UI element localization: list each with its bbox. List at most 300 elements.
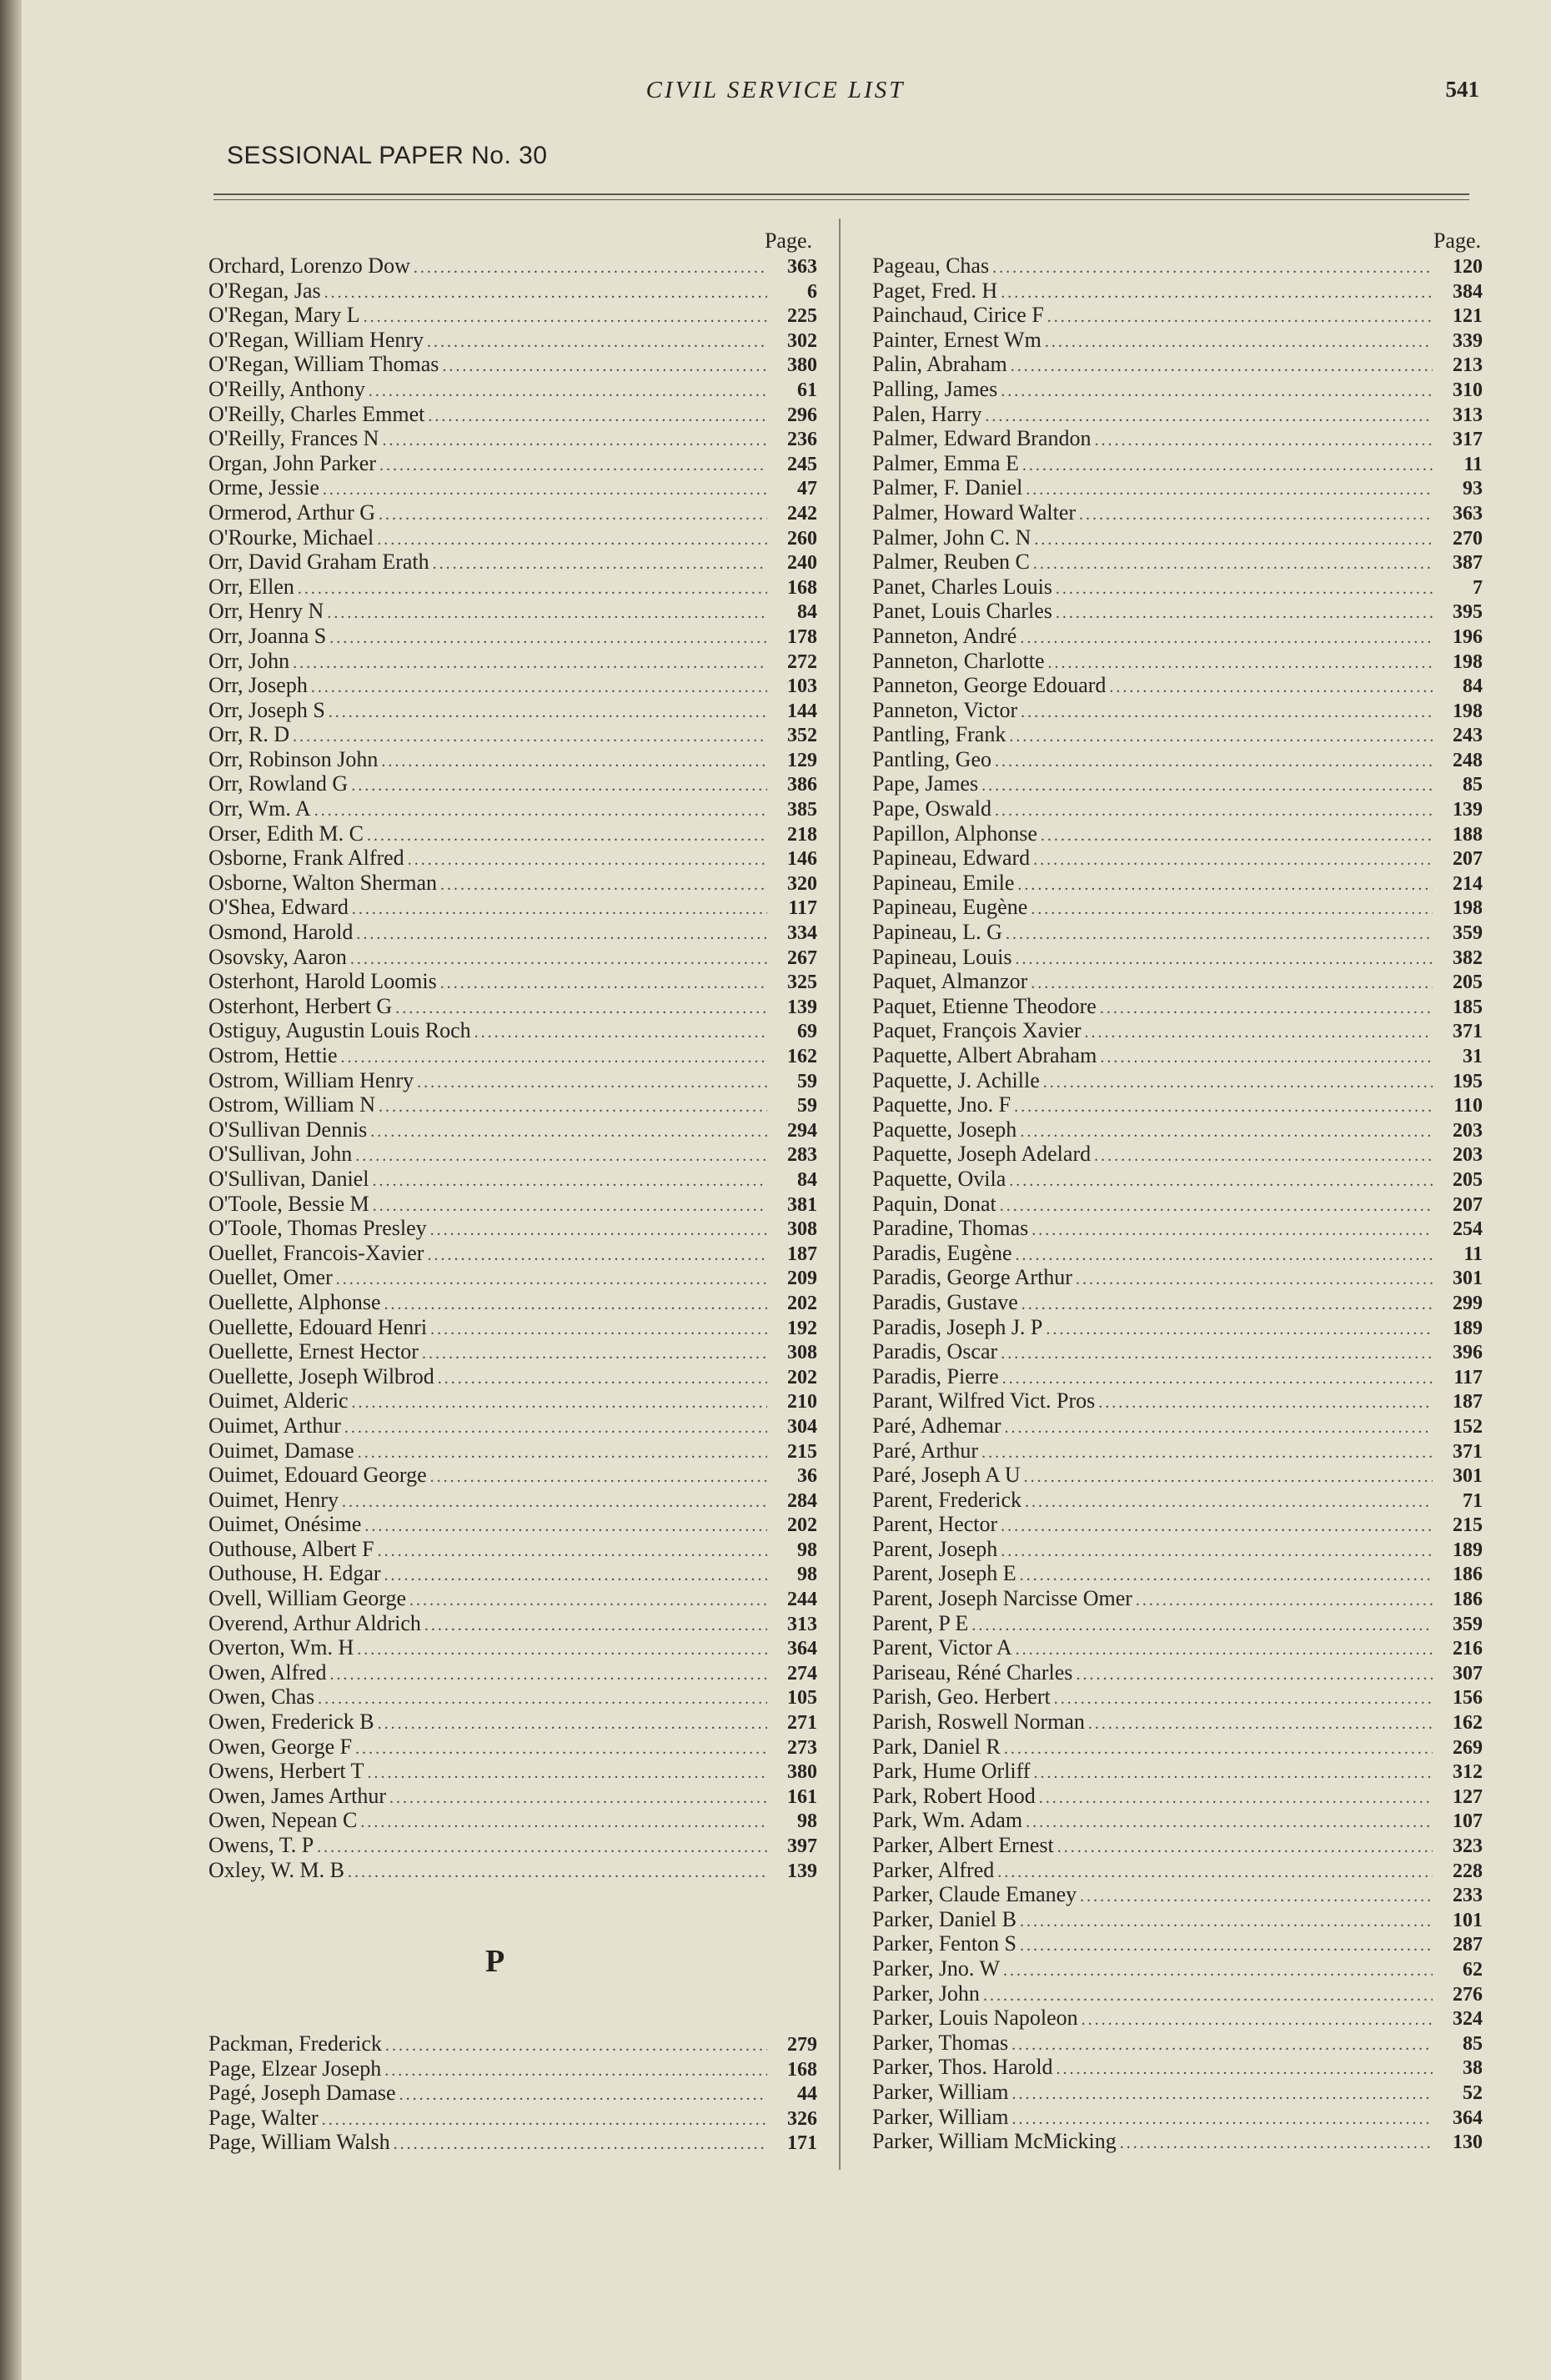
entry-page-number: 117 — [788, 897, 817, 920]
entry-page-number: 244 — [787, 1589, 817, 1611]
dot-leader — [433, 552, 767, 575]
entry-name: O'Toole, Bessie M — [208, 1191, 369, 1216]
entry-page-number: 36 — [797, 1465, 817, 1488]
index-entry — [872, 1092, 1483, 1117]
dot-leader — [474, 1021, 767, 1043]
dot-leader — [395, 997, 767, 1019]
index-entry — [208, 1043, 817, 1068]
entry-name: Paradis, Gustave — [872, 1289, 1018, 1314]
index-entry — [872, 1192, 1483, 1217]
entry-page-number: 313 — [787, 1613, 817, 1635]
entry-page-number: 203 — [1453, 1119, 1483, 1142]
entry-name: Palmer, John C. N — [872, 525, 1031, 550]
header-rule-secondary — [213, 199, 1469, 200]
dot-leader — [983, 1984, 1433, 2006]
entry-name: Page, Elzear Joseph — [208, 2056, 382, 2081]
entry-name: Ouellette, Edouard Henri — [208, 1314, 428, 1339]
dot-leader — [329, 626, 767, 649]
entry-page-number: 260 — [787, 527, 817, 550]
index-entry — [872, 920, 1483, 945]
entry-page-number: 245 — [787, 453, 817, 475]
entry-page-number: 202 — [787, 1514, 817, 1537]
index-entry — [208, 1537, 817, 1562]
entry-page-number: 287 — [1453, 1934, 1483, 1956]
dot-leader — [378, 1539, 767, 1562]
dot-leader — [1095, 429, 1433, 451]
entry-name: Parker, William McMicking — [872, 2129, 1117, 2154]
entry-page-number: 152 — [1453, 1415, 1483, 1438]
dot-leader — [370, 1120, 767, 1142]
entry-page-number: 61 — [797, 379, 817, 401]
entry-name: Orr, John — [208, 648, 290, 673]
index-entry — [208, 1833, 817, 1858]
index-entry — [872, 1735, 1483, 1760]
entry-name: Owen, Chas — [208, 1685, 315, 1710]
dot-leader — [336, 1268, 767, 1290]
index-entry — [872, 1018, 1483, 1043]
entry-page-number: 85 — [1463, 774, 1483, 796]
entry-page-number: 248 — [1453, 749, 1483, 771]
index-entry — [872, 352, 1483, 377]
left-index-list — [208, 254, 817, 1882]
entry-name: Papineau, Emile — [872, 870, 1015, 895]
right-index-list — [872, 254, 1483, 2154]
entry-page-number: 395 — [1453, 601, 1483, 624]
index-entry — [208, 969, 817, 994]
dot-leader — [1045, 330, 1433, 353]
index-entry — [208, 2031, 817, 2056]
entry-name: O'Rourke, Michael — [208, 525, 374, 550]
entry-page-number: 215 — [1453, 1514, 1483, 1537]
entry-page-number: 192 — [787, 1317, 817, 1339]
entry-page-number: 93 — [1463, 478, 1483, 500]
entry-name: Pape, James — [872, 771, 979, 796]
entry-page-number: 240 — [787, 552, 817, 575]
entry-name: Panneton, André — [872, 623, 1017, 648]
index-entry — [872, 1290, 1483, 1315]
dot-leader — [1056, 601, 1433, 624]
index-entry — [872, 1265, 1483, 1290]
index-entry — [872, 328, 1483, 353]
dot-leader — [317, 1835, 767, 1858]
index-entry — [208, 1068, 817, 1093]
entry-name: O'Toole, Thomas Presley — [208, 1216, 427, 1241]
entry-page-number: 189 — [1453, 1317, 1483, 1339]
entry-name: O'Sullivan, Daniel — [208, 1166, 369, 1191]
entry-page-number: 168 — [787, 576, 817, 599]
index-entry — [872, 821, 1483, 846]
entry-name: Osterhont, Harold Loomis — [208, 969, 437, 994]
entry-page-number: 323 — [1453, 1835, 1483, 1857]
entry-name: Palmer, Edward Brandon — [872, 426, 1092, 451]
entry-page-number: 146 — [787, 848, 817, 871]
dot-leader — [394, 2132, 767, 2155]
entry-name: Paquet, Etienne Theodore — [872, 993, 1097, 1018]
entry-page-number: 186 — [1453, 1589, 1483, 1611]
dot-leader — [1026, 478, 1433, 500]
entry-page-number: 273 — [787, 1736, 817, 1759]
entry-name: Osterhont, Herbert G — [208, 993, 393, 1018]
index-entry — [208, 1635, 817, 1660]
dot-leader — [1041, 824, 1433, 846]
left-column — [208, 230, 817, 1882]
entry-page-number: 218 — [787, 823, 817, 846]
dot-leader — [367, 824, 767, 846]
entry-name: Orr, R. D — [208, 722, 290, 747]
entry-page-number: 334 — [787, 922, 817, 945]
index-entry — [872, 575, 1483, 600]
entry-name: Paré, Joseph A U — [872, 1463, 1021, 1488]
entry-page-number: 326 — [787, 2107, 817, 2130]
index-entry — [872, 624, 1483, 649]
index-entry — [208, 1092, 817, 1117]
entry-name: Owens, Herbert T — [208, 1759, 364, 1784]
index-entry — [872, 994, 1483, 1019]
entry-name: Orme, Jessie — [208, 475, 319, 500]
entry-page-number: 396 — [1453, 1342, 1483, 1364]
entry-page-number: 207 — [1453, 1193, 1483, 1216]
index-entry — [872, 1463, 1483, 1488]
dot-leader — [399, 2083, 767, 2106]
entry-name: Pagé, Joseph Damase — [208, 2081, 396, 2106]
dot-leader — [364, 305, 767, 328]
index-entry — [872, 895, 1483, 920]
index-entry — [208, 525, 817, 550]
dot-leader — [1085, 1021, 1433, 1043]
entry-name: Orr, Robinson John — [208, 746, 379, 771]
entry-name: Painter, Ernest Wm — [872, 327, 1042, 352]
dot-leader — [1033, 848, 1433, 871]
entry-page-number: 47 — [797, 478, 817, 500]
index-entry — [872, 1833, 1483, 1858]
index-entry — [208, 2056, 817, 2081]
entry-name: Owens, T. P — [208, 1833, 314, 1857]
entry-page-number: 188 — [1453, 823, 1483, 846]
dot-leader — [430, 1465, 767, 1488]
entry-name: O'Reilly, Charles Emmet — [208, 401, 425, 426]
dot-leader — [1000, 1194, 1433, 1217]
index-entry — [872, 377, 1483, 402]
index-entry — [872, 1635, 1483, 1660]
entry-name: Parant, Wilfred Vict. Pros — [872, 1388, 1096, 1413]
section-letter-heading: P — [485, 1944, 505, 1979]
dot-leader — [360, 1810, 767, 1833]
entry-page-number: 98 — [797, 1539, 817, 1561]
dot-leader — [342, 1490, 767, 1513]
entry-name: Paquette, Albert Abraham — [872, 1043, 1097, 1067]
index-entry — [872, 1611, 1483, 1636]
entry-page-number: 196 — [1453, 625, 1483, 648]
entry-name: O'Reilly, Anthony — [208, 376, 365, 401]
entry-name: Osovsky, Aaron — [208, 944, 347, 969]
entry-page-number: 317 — [1453, 429, 1483, 451]
entry-page-number: 162 — [1453, 1712, 1483, 1735]
entry-page-number: 236 — [787, 429, 817, 451]
index-entry — [208, 698, 817, 723]
index-entry — [872, 1660, 1483, 1685]
entry-page-number: 385 — [787, 799, 817, 821]
index-entry — [208, 1315, 817, 1340]
dot-leader — [1024, 1465, 1433, 1488]
dot-leader — [1012, 2082, 1433, 2105]
dot-leader — [422, 1342, 767, 1364]
dot-leader — [985, 404, 1433, 427]
index-entry — [208, 1388, 817, 1413]
entry-name: Ouimet, Henry — [208, 1487, 339, 1512]
entry-page-number: 98 — [797, 1810, 817, 1833]
entry-page-number: 279 — [787, 2034, 817, 2056]
entry-page-number: 307 — [1453, 1662, 1483, 1685]
entry-name: Park, Wm. Adam — [872, 1808, 1023, 1833]
dot-leader — [430, 1218, 767, 1241]
entry-name: Ouimet, Arthur — [208, 1413, 341, 1438]
dot-leader — [1100, 997, 1433, 1019]
header-rule — [213, 193, 1469, 195]
entry-name: Orr, Joanna S — [208, 623, 327, 648]
dot-leader — [1031, 972, 1433, 994]
entry-name: Panet, Charles Louis — [872, 574, 1052, 599]
index-entry — [872, 550, 1483, 575]
entry-page-number: 382 — [1453, 946, 1483, 969]
index-entry — [208, 1265, 817, 1290]
dot-leader — [1109, 675, 1433, 698]
index-entry — [208, 1018, 817, 1043]
entry-name: Paquin, Donat — [872, 1191, 996, 1216]
dot-leader — [1020, 1564, 1433, 1586]
index-entry — [208, 303, 817, 328]
entry-name: Paquette, Jno. F — [872, 1092, 1011, 1117]
dot-leader — [414, 256, 767, 279]
entry-name: Palmer, Emma E — [872, 450, 1019, 475]
index-entry — [872, 673, 1483, 698]
entry-name: Ouimet, Onésime — [208, 1512, 362, 1537]
entry-page-number: 213 — [1453, 354, 1483, 377]
index-entry — [208, 1142, 817, 1167]
entry-name: Palmer, F. Daniel — [872, 475, 1023, 500]
dot-leader — [1033, 1761, 1433, 1784]
dot-leader — [1100, 1046, 1433, 1068]
entry-name: Page, Walter — [208, 2105, 319, 2130]
index-entry — [872, 1981, 1483, 2006]
entry-page-number: 59 — [797, 1095, 817, 1117]
index-entry — [872, 1439, 1483, 1464]
dot-leader — [384, 2059, 767, 2081]
entry-name: Parker, William — [872, 2079, 1009, 2104]
dot-leader — [1034, 528, 1433, 550]
entry-page-number: 325 — [787, 972, 817, 994]
index-entry — [872, 1710, 1483, 1735]
entry-name: O'Shea, Edward — [208, 895, 349, 920]
entry-page-number: 276 — [1453, 1983, 1483, 2006]
index-entry — [872, 1216, 1483, 1241]
entry-page-number: 324 — [1453, 2008, 1483, 2031]
entry-page-number: 296 — [787, 404, 817, 426]
dot-leader — [298, 577, 767, 600]
index-entry — [872, 747, 1483, 772]
entry-page-number: 139 — [787, 1860, 817, 1882]
dot-leader — [1009, 1169, 1433, 1192]
index-entry — [208, 994, 817, 1019]
entry-page-number: 71 — [1463, 1489, 1483, 1512]
entry-name: Ouimet, Edouard George — [208, 1463, 427, 1488]
dot-leader — [1004, 1737, 1433, 1760]
dot-leader — [1001, 1514, 1433, 1537]
index-entry — [208, 747, 817, 772]
entry-name: Park, Robert Hood — [872, 1783, 1036, 1808]
entry-page-number: 178 — [787, 625, 817, 648]
dot-leader — [1021, 1293, 1433, 1315]
dot-leader — [1031, 897, 1433, 920]
index-entry — [872, 303, 1483, 328]
dot-leader — [322, 2108, 767, 2131]
index-entry — [872, 1907, 1483, 1932]
entry-name: Ouellet, Omer — [208, 1265, 333, 1290]
entry-name: O'Regan, Jas — [208, 278, 321, 303]
dot-leader — [971, 1614, 1433, 1636]
entry-name: Paget, Fred. H — [872, 278, 998, 303]
index-entry — [208, 1784, 817, 1809]
dot-leader — [981, 774, 1433, 796]
entry-page-number: 233 — [1453, 1885, 1483, 1907]
index-entry — [872, 1488, 1483, 1513]
entry-name: Palmer, Reuben C — [872, 550, 1030, 575]
dot-leader — [981, 1441, 1433, 1464]
entry-name: Paradis, George Arthur — [872, 1265, 1072, 1290]
index-entry — [208, 1611, 817, 1636]
index-entry — [872, 402, 1483, 427]
entry-page-number: 187 — [787, 1243, 817, 1265]
entry-page-number: 381 — [787, 1193, 817, 1216]
entry-name: Ouellet, Francois-Xavier — [208, 1240, 424, 1265]
entry-name: Paré, Adhemar — [872, 1413, 1001, 1438]
entry-name: Paquet, Almanzor — [872, 969, 1028, 994]
dot-leader — [1001, 1539, 1433, 1562]
dot-leader — [1057, 2057, 1433, 2080]
entry-name: Papillon, Alphonse — [872, 821, 1037, 846]
page-number: 541 — [1445, 77, 1479, 102]
entry-page-number: 272 — [787, 650, 817, 673]
entry-name: Parent, Frederick — [872, 1487, 1022, 1512]
index-entry — [872, 1241, 1483, 1266]
entry-page-number: 310 — [1453, 379, 1483, 401]
entry-page-number: 198 — [1453, 897, 1483, 920]
entry-name: Ouellette, Ernest Hector — [208, 1339, 419, 1364]
entry-page-number: 270 — [1453, 527, 1483, 550]
index-entry — [208, 402, 817, 427]
entry-page-number: 205 — [1453, 972, 1483, 994]
entry-page-number: 11 — [1463, 453, 1483, 475]
index-entry — [872, 698, 1483, 723]
entry-name: Park, Daniel R — [872, 1734, 1001, 1759]
index-entry — [872, 945, 1483, 970]
entry-page-number: 397 — [787, 1835, 817, 1857]
entry-name: Paradis, Eugène — [872, 1240, 1012, 1265]
dot-leader — [352, 1391, 767, 1413]
dot-leader — [373, 1194, 767, 1217]
entry-page-number: 121 — [1453, 305, 1483, 328]
index-entry — [208, 426, 817, 451]
entry-name: Ormerod, Arthur G — [208, 500, 376, 525]
entry-page-number: 214 — [1453, 872, 1483, 895]
entry-page-number: 339 — [1453, 329, 1483, 352]
dot-leader — [351, 774, 767, 796]
entry-name: Owen, James Arthur — [208, 1783, 387, 1808]
entry-page-number: 105 — [787, 1687, 817, 1710]
dot-leader — [408, 848, 767, 871]
entry-page-number: 52 — [1463, 2081, 1483, 2104]
index-entry — [872, 969, 1483, 994]
entry-page-number: 215 — [787, 1440, 817, 1463]
index-entry — [872, 1512, 1483, 1537]
entry-name: Papineau, Louis — [872, 944, 1012, 969]
index-entry — [208, 1290, 817, 1315]
entry-name: Paradis, Pierre — [872, 1363, 999, 1388]
index-entry — [208, 500, 817, 525]
dot-leader — [372, 1169, 767, 1192]
dot-leader — [350, 947, 767, 970]
entry-page-number: 274 — [787, 1662, 817, 1685]
entry-page-number: 301 — [1453, 1465, 1483, 1488]
index-entry — [872, 2031, 1483, 2056]
entry-name: Owen, Alfred — [208, 1659, 327, 1685]
index-entry — [872, 1339, 1483, 1364]
index-entry — [208, 575, 817, 600]
dot-leader — [1002, 1367, 1433, 1389]
index-entry — [872, 500, 1483, 525]
entry-name: Orr, Joseph S — [208, 697, 325, 722]
entry-page-number: 205 — [1453, 1168, 1483, 1191]
index-entry — [208, 550, 817, 575]
index-entry — [872, 771, 1483, 796]
entry-name: Page, William Walsh — [208, 2130, 390, 2155]
entry-page-number: 308 — [787, 1342, 817, 1364]
dot-leader — [329, 700, 767, 723]
dot-leader — [356, 922, 767, 945]
index-entry — [872, 871, 1483, 896]
entry-page-number: 84 — [797, 601, 817, 624]
index-entry — [208, 475, 817, 500]
entry-name: Panet, Louis Charles — [872, 599, 1052, 624]
index-entry — [208, 821, 817, 846]
dot-leader — [1047, 305, 1433, 328]
entry-name: Orr, Ellen — [208, 574, 294, 599]
entry-page-number: 304 — [787, 1415, 817, 1438]
dot-leader — [1020, 1120, 1433, 1142]
entry-name: Overton, Wm. H — [208, 1635, 354, 1660]
dot-leader — [1016, 947, 1433, 970]
entry-page-number: 359 — [1453, 922, 1483, 945]
dot-leader — [369, 379, 767, 402]
index-entry — [208, 1561, 817, 1586]
entry-name: Parker, John — [872, 1981, 980, 2006]
dot-leader — [323, 478, 767, 500]
dot-leader — [1076, 1268, 1433, 1290]
index-entry — [872, 525, 1483, 550]
entry-name: Parish, Geo. Herbert — [872, 1685, 1051, 1710]
entry-name: Overend, Arthur Aldrich — [208, 1610, 421, 1635]
dot-leader — [324, 281, 767, 304]
entry-name: Orser, Edith M. C — [208, 821, 364, 846]
running-title: CIVIL SERVICE LIST — [645, 77, 906, 103]
left-p-index-list — [208, 2031, 817, 2155]
entry-name: Papineau, Edward — [872, 846, 1031, 871]
index-entry — [208, 279, 817, 304]
dot-leader — [341, 1046, 767, 1068]
entry-page-number: 284 — [787, 1489, 817, 1512]
entry-page-number: 225 — [787, 305, 817, 328]
entry-page-number: 59 — [797, 1070, 817, 1092]
dot-leader — [1048, 651, 1433, 674]
